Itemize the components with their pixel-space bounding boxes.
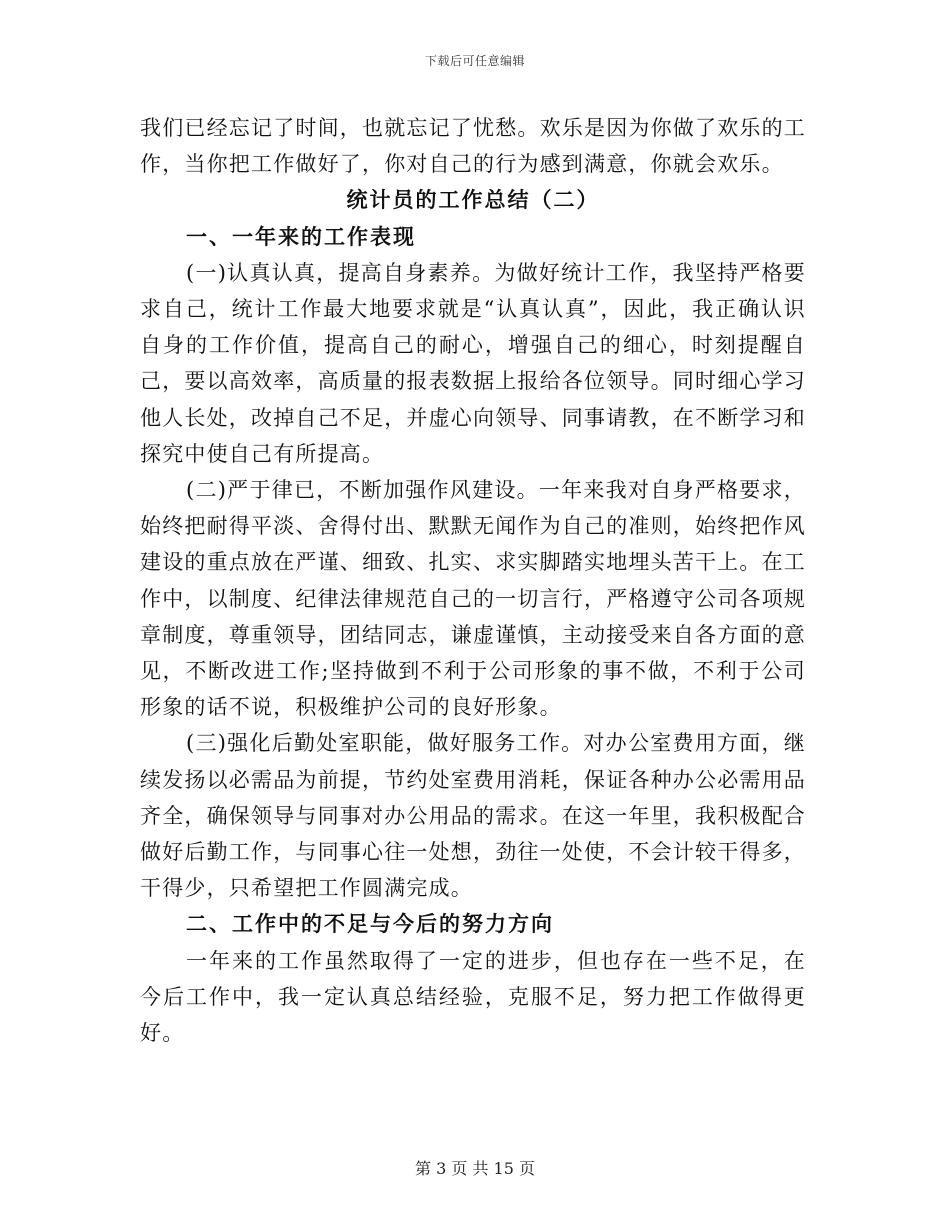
paragraph-3: (三)强化后勤处室职能，做好服务工作。对办公室费用方面，继续发扬以必需品为前提，节约处室费用消耗，保证各种办公必需用品齐全，确保领导与同事对办公用品的需求。在这一年里，我积极配合做好后勤工作，与同事心往一处想，劲往一处使，不会计较干得多，干得少，只希望把工作圆满完成。 (140, 731, 806, 901)
page-footer: 第 3 页 共 15 页 (415, 1159, 535, 1178)
section-heading-2: 二、工作中的不足与今后的努力方向 (186, 912, 554, 937)
document-title: 统计员的工作总结（二） (346, 188, 600, 213)
paragraph-4: 一年来的工作虽然取得了一定的进步，但也存在一些不足，在今后工作中，我一定认真总结经验，克服不足，努力把工作做得更好。 (140, 948, 806, 1046)
paragraph-2: (二)严于律已，不断加强作风建设。一年来我对自身严格要求，始终把耐得平淡、舍得付出、默默无闻作为自己的准则，始终把作风建设的重点放在严谨、细致、扎实、求实脚踏实地埋头苦干上。在工作中，以制度、纪律法律规范自己的一切言行，严格遵守公司各项规章制度，尊重领导，团结同志，谦虚谨慎，主动接受来自各方面的意见，不断改进工作;坚持做到不利于公司形象的事不做，不利于公司形象的话不说，积极维护公司的良好形象。 (140, 478, 806, 720)
page-header: 下载后可任意编辑 (424, 54, 525, 68)
document-body (140, 110, 806, 1051)
continued-paragraph: 我们已经忘记了时间，也就忘记了忧愁。欢乐是因为你做了欢乐的工作，当你把工作做好了，你对自己的行为感到满意，你就会欢乐。 (140, 116, 806, 177)
section-heading-1: 一、一年来的工作表现 (186, 224, 416, 249)
paragraph-1: (一)认真认真，提高自身素养。为做好统计工作，我坚持严格要求自己，统计工作最大地要求就是“认真认真”，因此，我正确认识自身的工作价值，提高自己的耐心，增强自己的细心，时刻提醒自己，要以高效率，高质量的报表数据上报给各位领导。同时细心学习他人长处，改掉自己不足，并虚心向领导、同事请教，在不断学习和探究中使自己有所提高。 (140, 260, 806, 466)
